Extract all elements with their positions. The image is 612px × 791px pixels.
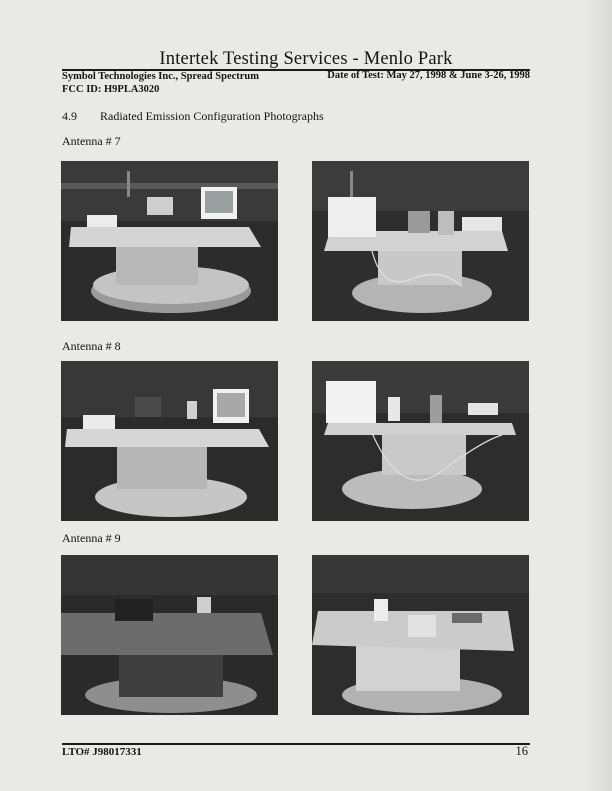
photo-antenna-7-rear [312,161,529,321]
test-setup-photo [61,361,278,521]
lto-number: LTO# J98017331 [62,746,142,758]
date-of-test: Date of Test: May 27, 1998 & June 3-26, 1998 [327,70,530,81]
antenna-label-7: Antenna # 7 [62,134,121,148]
test-setup-photo [312,361,529,521]
footer-rule [62,743,530,745]
photo-antenna-8-rear [312,361,529,521]
scan-edge-shadow [584,0,612,791]
photo-antenna-9-rear [312,555,529,715]
test-setup-photo [61,555,278,715]
page-number: 16 [515,744,528,758]
photo-antenna-7-front [61,161,278,321]
antenna-label-8: Antenna # 8 [62,339,121,353]
page-title: Intertek Testing Services - Menlo Park [159,49,453,69]
test-setup-photo [61,161,278,321]
section-heading [62,109,324,124]
fcc-id: FCC ID: H9PLA3020 [62,84,160,95]
section-number: 4.9 [62,109,77,123]
photo-antenna-8-front [61,361,278,521]
company-line: Symbol Technologies Inc., Spread Spectrum [62,71,260,82]
antenna-label-9: Antenna # 9 [62,531,121,545]
photo-antenna-9-front [61,555,278,715]
section-title: Radiated Emission Configuration Photographs [100,109,324,123]
header-left-block [62,70,259,96]
test-setup-photo [312,555,529,715]
test-setup-photo [312,161,529,321]
